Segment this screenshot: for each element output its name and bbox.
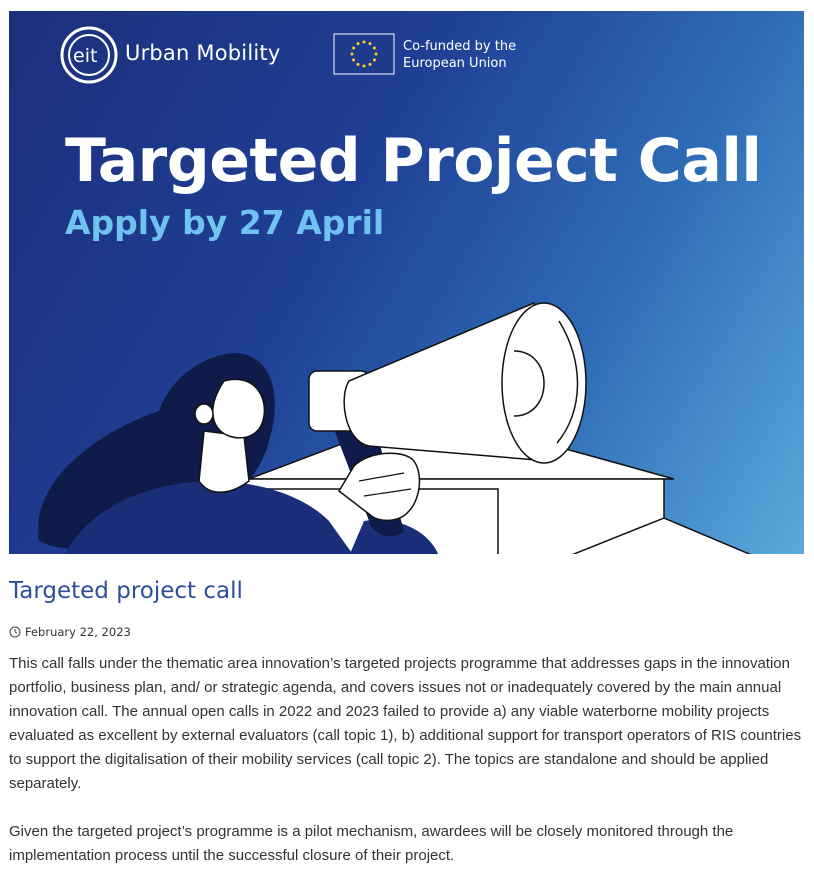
eu-label-line1: Co-funded by the (403, 39, 517, 54)
article-title[interactable]: Targeted project call (9, 578, 243, 604)
article-paragraph-2: Given the targeted project’s programme is a pilot mechanism, awardees will be closely monitored through the implementation process until the successful closure of their project. (9, 823, 734, 864)
article-date: February 22, 2023 (25, 625, 131, 639)
article-paragraph-1: This call falls under the thematic area innovation’s targeted projects programme that addresses gaps in the innovation portfolio, business plan, and/ or strategic agenda, and covers issues not or inadequately covered by the main annual innovation call. The annual open calls in 2022 and 2023 failed to provide a) any viable waterborne mobility projects evaluated as excellent by external evaluators (call topic 1), b) additional support for transport operators of RIS countries to support the digitalisation of their mobility services (call topic 2). The topics are standalone and should be applied separately. (9, 655, 802, 792)
article-date-row (9, 625, 131, 639)
hero-subtitle: Apply by 27 April (65, 203, 385, 242)
article-body (9, 652, 809, 892)
hero-banner (9, 11, 804, 554)
eu-label-line2: European Union (403, 56, 507, 71)
clock-icon (9, 626, 21, 638)
eit-logo-mark (62, 28, 116, 82)
eu-cofunded-label (403, 38, 516, 72)
hero-title: Targeted Project Call (65, 126, 762, 196)
eit-urban-mobility-logo: Urban Mobility (125, 41, 281, 65)
svg-text:eit: eit (73, 45, 98, 67)
eu-flag-icon (334, 34, 394, 74)
woman-with-megaphone-illustration (9, 11, 804, 554)
